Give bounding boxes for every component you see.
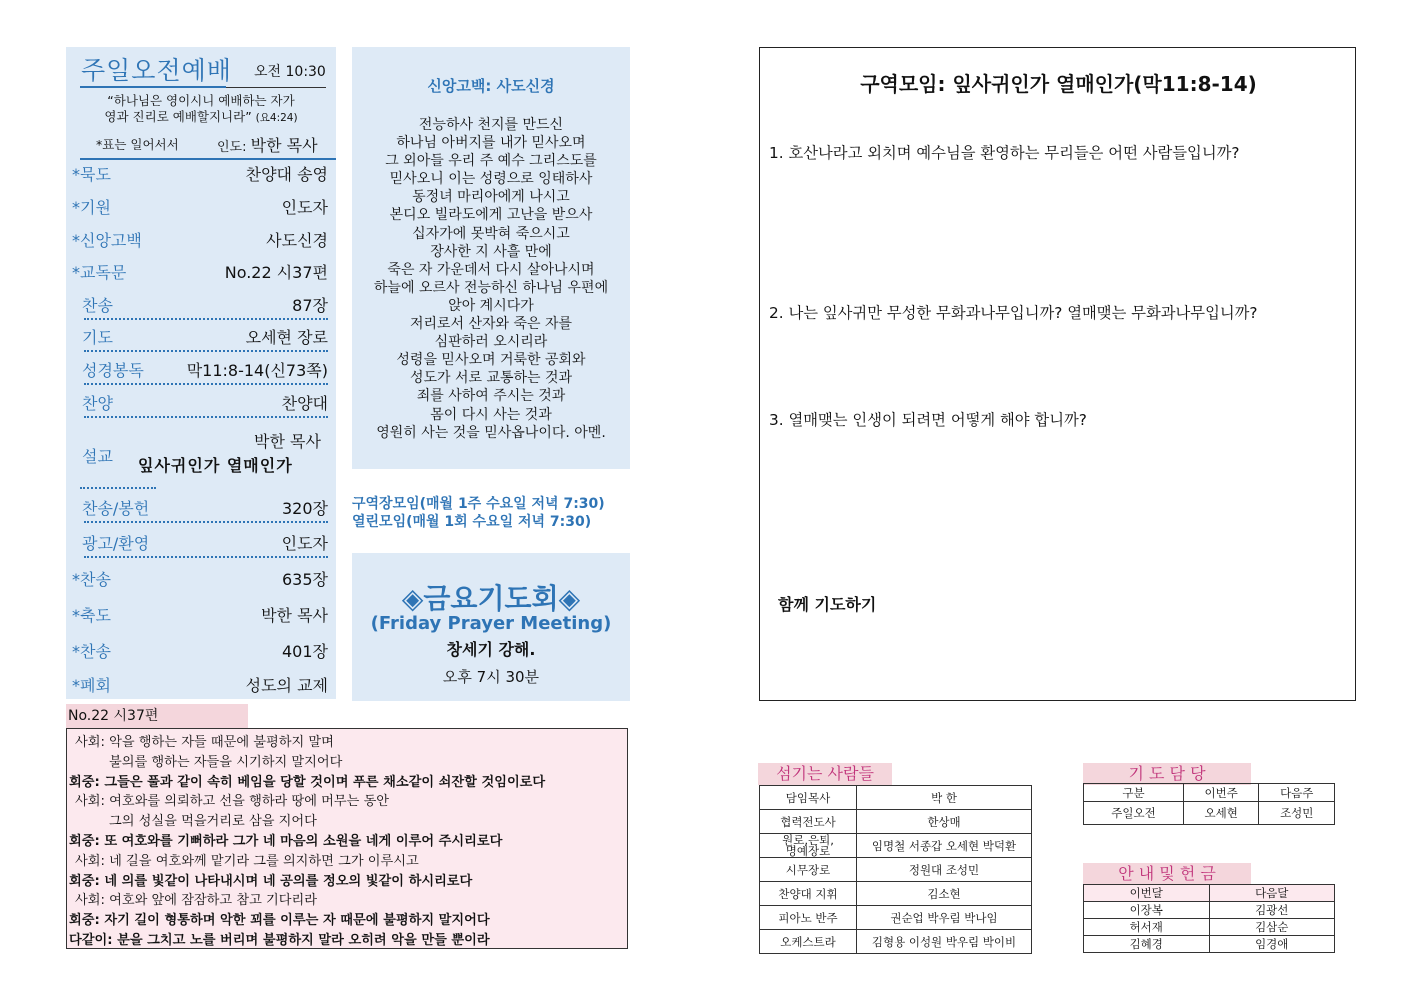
order-item-label: 찬송/봉헌 bbox=[82, 499, 150, 518]
psalm-line: 회중: 또 여호와를 기뻐하라 그가 네 마음의 소원을 네게 이루어 주시리로다 bbox=[69, 834, 503, 849]
quote-line-2-text: 영과 진리로 예배할지니라” bbox=[104, 109, 252, 124]
standing-note: *표는 일어서서 bbox=[96, 137, 179, 152]
dotted-divider bbox=[84, 521, 328, 523]
creed-line: 영원히 사는 것을 믿사옵나이다. 아멘. bbox=[376, 424, 606, 441]
order-item-label: 기도 bbox=[82, 328, 113, 347]
order-item-value: 635장 bbox=[282, 570, 328, 589]
sermon-divider bbox=[80, 487, 156, 489]
scripture-quote bbox=[76, 93, 326, 126]
order-item-label: *신앙고백 bbox=[72, 231, 142, 250]
creed-line: 죽은 자 가운데서 다시 살아나시며 bbox=[387, 261, 595, 278]
sermon-label: 설교 bbox=[82, 447, 113, 466]
notice-cell: 김혜경 bbox=[1084, 936, 1210, 953]
server-role: 원로,은퇴, 명예장로 bbox=[760, 834, 857, 858]
dotted-divider bbox=[84, 556, 328, 558]
server-row bbox=[760, 882, 1032, 906]
order-item bbox=[72, 529, 328, 557]
dotted-divider bbox=[84, 350, 328, 352]
order-item-label: *축도 bbox=[72, 606, 111, 625]
order-item bbox=[72, 565, 328, 593]
notice-cell: 임경애 bbox=[1209, 936, 1335, 953]
order-item bbox=[72, 258, 328, 286]
psalm-line: 사회: 네 길을 여호와께 맡기라 그를 의지하면 그가 이루시고 bbox=[75, 853, 419, 869]
creed-panel bbox=[352, 47, 630, 469]
server-names: 한상매 bbox=[857, 810, 1032, 834]
prayer-duty-header-cell: 구분 bbox=[1084, 784, 1184, 802]
order-item-value: 박한 목사 bbox=[261, 606, 328, 625]
order-item-label: 찬양 bbox=[82, 394, 113, 413]
creed-title: 신앙고백: 사도신경 bbox=[427, 77, 555, 95]
prayer-duty-row bbox=[1084, 802, 1335, 825]
notice-row bbox=[1084, 919, 1335, 936]
quote-line-1: “하나님은 영이시니 예배하는 자가 bbox=[107, 93, 295, 108]
psalm-line: 다같이: 분을 그치고 노를 버리며 불평하지 말라 오히려 악을 만들 뿐이라 bbox=[69, 933, 490, 948]
notice-row bbox=[1084, 936, 1335, 953]
server-role: 찬양대 지휘 bbox=[760, 882, 857, 906]
psalm-line: 사회: 여호와를 의뢰하고 선을 행하라 땅에 머무는 동안 bbox=[75, 794, 390, 810]
psalm-line: 회중: 그들은 풀과 같이 속히 베임을 당할 것이며 푸른 채소같이 쇠잔할 것임이로다 bbox=[69, 774, 546, 790]
question-2: 2. 나는 잎사귀만 무성한 무화과나무입니까? 열매맺는 무화과나무입니까? bbox=[769, 304, 1258, 322]
creed-line: 본디오 빌라도에게 고난을 받으사 bbox=[389, 207, 593, 224]
notice-table bbox=[1083, 884, 1335, 953]
order-item bbox=[72, 160, 328, 188]
server-names: 정원대 조성민 bbox=[857, 858, 1032, 882]
friday-title: ◈금요기도회◈ bbox=[401, 582, 581, 615]
dotted-divider bbox=[84, 416, 328, 418]
psalm-line: 사회: 여호와 앞에 잠잠하고 참고 기다리라 bbox=[75, 893, 317, 909]
order-item-value: 막11:8-14(신73쪽) bbox=[186, 361, 328, 380]
order-item-label: *기원 bbox=[72, 198, 111, 217]
worship-time: 오전 10:30 bbox=[254, 64, 326, 80]
cell-meeting-box bbox=[759, 47, 1356, 701]
friday-prayer-panel bbox=[352, 553, 630, 701]
order-item bbox=[72, 671, 328, 699]
order-item bbox=[72, 226, 328, 254]
order-item-value: 87장 bbox=[292, 296, 328, 315]
leader-label: 인도: bbox=[217, 140, 247, 155]
order-item bbox=[72, 356, 328, 384]
psalm-line: 회중: 네 의를 빛같이 나타내시며 네 공의를 정오의 빛같이 하시리로다 bbox=[69, 873, 473, 889]
server-row bbox=[760, 930, 1032, 954]
servers-title: 섬기는 사람들 bbox=[758, 763, 892, 785]
server-names: 김소현 bbox=[857, 882, 1032, 906]
prayer-duty-title: 기 도 담 당 bbox=[1083, 763, 1251, 785]
server-role: 협력전도사 bbox=[760, 810, 857, 834]
order-item-label: *폐회 bbox=[72, 676, 111, 695]
worship-order-panel bbox=[66, 47, 336, 699]
notice-row bbox=[1084, 902, 1335, 919]
question-3: 3. 열매맺는 인생이 되려면 어떻게 해야 합니까? bbox=[769, 411, 1087, 429]
notice-cell: 이장복 bbox=[1084, 902, 1210, 919]
prayer-duty-cell: 조성민 bbox=[1259, 802, 1335, 825]
order-item-value: 인도자 bbox=[281, 198, 328, 217]
server-names: 임명철 서종갑 오세현 박덕환 bbox=[857, 834, 1032, 858]
order-item-label: *찬송 bbox=[72, 570, 111, 589]
order-item-label: *묵도 bbox=[72, 165, 111, 184]
psalm-reading bbox=[66, 728, 628, 949]
leader-name: 박한 목사 bbox=[250, 136, 318, 155]
meeting-notice-2: 열린모임(매월 1회 수요일 저녁 7:30) bbox=[352, 514, 592, 530]
server-role: 시무장로 bbox=[760, 858, 857, 882]
notice-cell: 김삼순 bbox=[1209, 919, 1335, 936]
title-underline bbox=[80, 86, 226, 88]
server-names: 권순업 박우림 박나임 bbox=[857, 906, 1032, 930]
friday-english: (Friday Prayer Meeting) bbox=[370, 613, 612, 634]
prayer-duty-cell: 오세현 bbox=[1183, 802, 1259, 825]
creed-line: 동정녀 마리아에게 나시고 bbox=[412, 189, 570, 206]
creed-line: 심판하러 오시리라 bbox=[434, 334, 548, 351]
order-item bbox=[72, 291, 328, 319]
server-names: 김형용 이성원 박우림 박이비 bbox=[857, 930, 1032, 954]
creed-line: 장사한 지 사흘 만에 bbox=[430, 243, 552, 260]
order-item-value: 320장 bbox=[282, 499, 328, 518]
server-row bbox=[760, 786, 1032, 810]
creed-line: 십자가에 못박혀 죽으시고 bbox=[412, 225, 570, 242]
notice-title: 안 내 및 헌 금 bbox=[1083, 863, 1251, 885]
psalm-line: 불의를 행하는 자들을 시기하지 말지어다 bbox=[109, 754, 343, 770]
order-item-value: 오세현 장로 bbox=[245, 328, 328, 347]
server-role: 오케스트라 bbox=[760, 930, 857, 954]
order-item-value: 사도신경 bbox=[266, 231, 328, 250]
question-1: 1. 호산나라고 외치며 예수님을 환영하는 무리들은 어떤 사람들입니까? bbox=[769, 144, 1240, 162]
creed-line: 성도가 서로 교통하는 것과 bbox=[409, 370, 573, 387]
notice-header-cell: 이번달 bbox=[1084, 885, 1210, 902]
prayer-duty-header-cell: 다음주 bbox=[1259, 784, 1335, 802]
psalm-line: 사회: 악을 행하는 자들 때문에 불평하지 말며 bbox=[75, 735, 334, 750]
creed-line: 저리로서 산자와 죽은 자를 bbox=[409, 316, 573, 333]
psalm-line: 그의 성실을 먹을거리로 삼을 지어다 bbox=[109, 814, 317, 830]
order-item-label: *교독문 bbox=[72, 263, 127, 282]
order-item bbox=[72, 389, 328, 417]
notice-header-cell: 다음달 bbox=[1209, 885, 1335, 902]
quote-ref: (요4:24) bbox=[255, 112, 298, 124]
notice-cell: 김광선 bbox=[1209, 902, 1335, 919]
servers-table bbox=[759, 785, 1032, 954]
creed-line: 앉아 계시다가 bbox=[448, 297, 534, 314]
order-item bbox=[72, 637, 328, 665]
prayer-duty-table bbox=[1083, 783, 1335, 825]
creed-line: 몸이 다시 사는 것과 bbox=[430, 406, 552, 423]
dotted-divider bbox=[84, 318, 328, 320]
order-item-value: 인도자 bbox=[281, 534, 328, 553]
notice-cell: 허서재 bbox=[1084, 919, 1210, 936]
server-row bbox=[760, 810, 1032, 834]
quote-line-2 bbox=[76, 109, 326, 126]
worship-title: 주일오전예배 bbox=[81, 56, 232, 85]
creed-line: 그 외아들 우리 주 예수 그리스도를 bbox=[385, 153, 597, 170]
prayer-duty-header-cell: 이번주 bbox=[1183, 784, 1259, 802]
server-row bbox=[760, 834, 1032, 858]
order-item-value: 401장 bbox=[282, 642, 328, 661]
creed-line: 전능하사 천지를 만드신 bbox=[418, 117, 564, 133]
friday-time: 오후 7시 30분 bbox=[442, 668, 540, 686]
order-item bbox=[72, 193, 328, 221]
order-item bbox=[72, 323, 328, 351]
leader bbox=[217, 133, 318, 156]
prayer-duty-cell: 주일오전 bbox=[1084, 802, 1184, 825]
order-item-label: 광고/환영 bbox=[82, 534, 150, 553]
sermon-title: 잎사귀인가 열매인가 bbox=[138, 456, 293, 475]
order-item-value: No.22 시37편 bbox=[224, 263, 328, 282]
meeting-notice-1: 구역장모임(매월 1주 수요일 저녁 7:30) bbox=[352, 496, 605, 512]
order-item-value: 찬양대 bbox=[281, 394, 328, 413]
server-row bbox=[760, 858, 1032, 882]
server-row bbox=[760, 906, 1032, 930]
psalm-line: 회중: 자기 길이 형통하며 악한 꾀를 이루는 자 때문에 불평하지 말지어다 bbox=[69, 913, 490, 929]
pray-together: 함께 기도하기 bbox=[778, 595, 877, 614]
psalm-heading: No.22 시37편 bbox=[66, 704, 248, 728]
time-underline bbox=[226, 87, 326, 88]
creed-line: 하늘에 오르사 전능하신 하나님 우편에 bbox=[373, 279, 609, 296]
creed-line: 하나님 아버지를 내가 믿사오며 bbox=[396, 135, 586, 152]
creed-body bbox=[352, 116, 630, 442]
order-item-label: 찬송 bbox=[82, 296, 113, 315]
creed-line: 죄를 사하여 주시는 것과 bbox=[416, 388, 566, 405]
order-item-value: 찬양대 송영 bbox=[245, 165, 328, 184]
order-item bbox=[72, 494, 328, 522]
order-item-label: 성경봉독 bbox=[82, 361, 144, 380]
order-item-label: *찬송 bbox=[72, 642, 111, 661]
sermon-preacher: 박한 목사 bbox=[254, 432, 321, 451]
prayer-duty-header bbox=[1084, 784, 1335, 802]
friday-subject: 창세기 강해. bbox=[446, 640, 536, 659]
cell-title: 구역모임: 잎사귀인가 열매인가(막11:8-14) bbox=[860, 72, 1257, 96]
notice-header bbox=[1084, 885, 1335, 902]
order-item bbox=[72, 601, 328, 629]
creed-line: 믿사오니 이는 성령으로 잉태하사 bbox=[389, 171, 593, 188]
server-role: 담임목사 bbox=[760, 786, 857, 810]
server-role: 피아노 반주 bbox=[760, 906, 857, 930]
order-item-value: 성도의 교제 bbox=[245, 676, 328, 695]
dotted-divider bbox=[84, 383, 328, 385]
creed-line: 성령을 믿사오며 거룩한 공회와 bbox=[396, 352, 586, 369]
server-names: 박 한 bbox=[857, 786, 1032, 810]
